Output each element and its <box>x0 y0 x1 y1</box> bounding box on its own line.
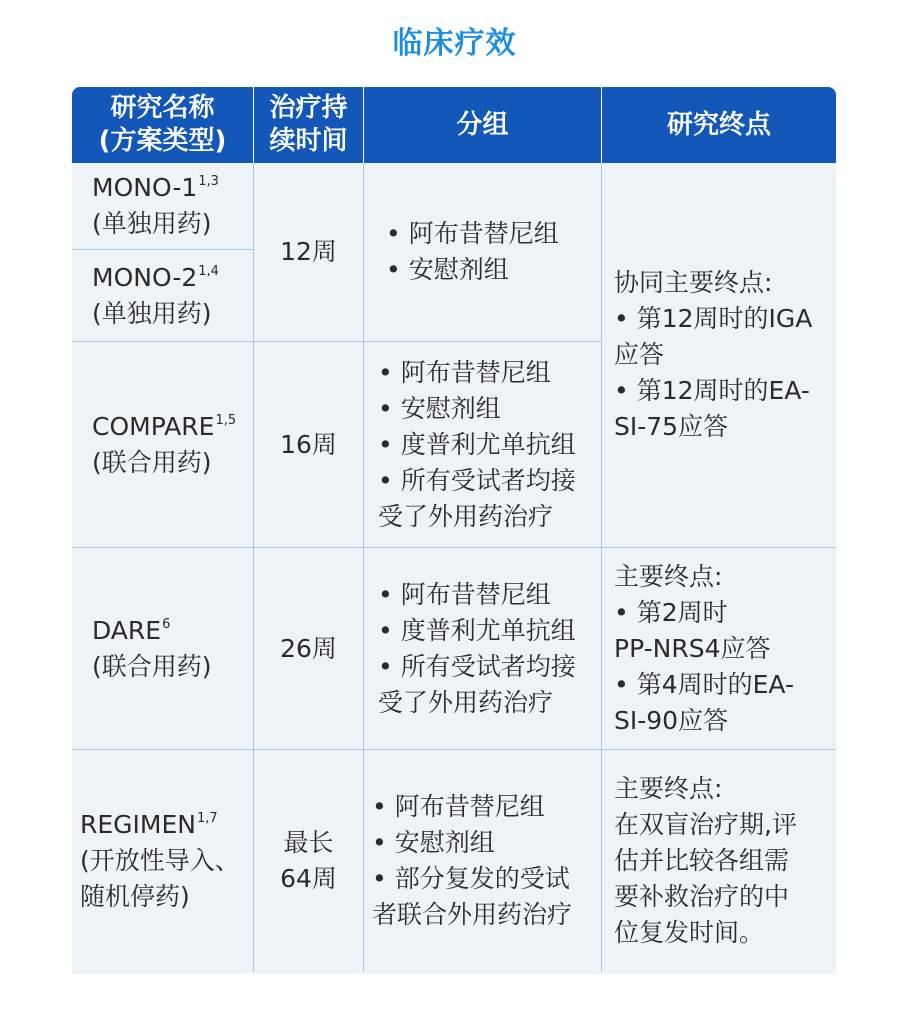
clinical-efficacy-table <box>72 87 836 974</box>
endpoint-item-continued: SI-90应答 <box>614 705 729 735</box>
reference-superscript: 1,7 <box>196 811 218 826</box>
duration-value: 26周 <box>280 633 337 663</box>
group-item: • 部分复发的受试 <box>372 861 570 897</box>
duration-regimen <box>254 750 364 972</box>
reference-superscript: 1,4 <box>198 263 219 279</box>
study-type: (开放性导入、 <box>80 846 240 875</box>
study-name-dare <box>72 548 254 750</box>
duration-value: 12周 <box>280 237 337 266</box>
endpoint-item-continued: 应答 <box>614 340 665 369</box>
endpoint-item-continued: SI-75应答 <box>614 412 729 441</box>
group-item: • 安慰剂组 <box>386 252 509 288</box>
header-study-name-line2: (方案类型) <box>98 126 227 156</box>
endpoint-heading: 协同主要终点: <box>614 268 773 297</box>
endpoint-text: 估并比较各组需 <box>614 846 790 875</box>
study-title: COMPARE$^{1,5}$ <box>92 411 237 441</box>
endpoint-heading: 主要终点: <box>614 774 723 803</box>
header-endpoint-label: 研究终点 <box>666 109 771 140</box>
reference-superscript: 1,3 <box>198 174 219 189</box>
group-item: • 阿布昔替尼组 <box>378 577 551 613</box>
endpoint-co-primary <box>602 163 836 548</box>
groups-mono <box>364 163 602 342</box>
study-title: REGIMEN$^{1,7}$ <box>80 810 218 839</box>
header-duration <box>254 87 364 163</box>
endpoint-heading: 主要终点: <box>614 561 723 591</box>
study-title: MONO-1$^{1,3}$ <box>92 173 219 202</box>
endpoint-regimen <box>602 750 836 972</box>
group-item: • 安慰剂组 <box>378 391 501 427</box>
study-title: MONO-2$^{1,4}$ <box>92 262 219 292</box>
study-type: (联合用药) <box>92 651 212 681</box>
study-name-compare <box>72 342 254 548</box>
group-item-continued: 受了外用药治疗 <box>378 501 554 531</box>
study-name-mono1 <box>72 163 254 250</box>
group-item: • 度普利尤单抗组 <box>378 613 576 649</box>
groups-regimen <box>364 750 602 972</box>
group-item: • 阿布昔替尼组 <box>386 216 559 252</box>
groups-compare <box>364 342 602 548</box>
duration-value-continued: 64周 <box>280 864 337 893</box>
group-item: • 度普利尤单抗组 <box>378 427 576 463</box>
group-item: • 所有受试者均接 <box>378 649 576 685</box>
group-item: • 所有受试者均接 <box>378 463 576 499</box>
study-type-continued: 随机停药) <box>80 882 190 911</box>
duration-dare <box>254 548 364 750</box>
groups-dare <box>364 548 602 750</box>
endpoint-text: 要补救治疗的中 <box>614 882 790 911</box>
header-duration-line2: 续时间 <box>269 126 348 156</box>
endpoint-item: • 第12周时的EA- <box>614 373 810 409</box>
study-title: DARE$^6$ <box>92 615 171 645</box>
endpoint-item-continued: PP-NRS4应答 <box>614 633 771 663</box>
group-item: • 安慰剂组 <box>372 825 495 861</box>
endpoint-item: • 第12周时的IGA <box>614 301 812 337</box>
duration-value: 最长 <box>283 828 334 857</box>
group-item: • 阿布昔替尼组 <box>372 789 545 825</box>
reference-superscript: 1,5 <box>215 412 237 428</box>
header-group-label: 分组 <box>456 109 509 140</box>
study-type: (单独用药) <box>92 298 212 328</box>
duration-mono <box>254 163 364 342</box>
header-study-name-line1: 研究名称 <box>110 93 215 123</box>
header-study-name <box>72 87 254 163</box>
group-item-continued: 者联合外用药治疗 <box>372 900 573 929</box>
endpoint-item: • 第4周时的EA- <box>614 667 794 703</box>
study-type: (联合用药) <box>92 447 212 477</box>
study-type: (单独用药) <box>92 209 212 238</box>
study-name-mono2 <box>72 250 254 342</box>
endpoint-text: 在双盲治疗期,评 <box>614 810 797 839</box>
header-duration-line1: 治疗持 <box>269 93 348 123</box>
header-endpoint <box>602 87 836 163</box>
duration-compare <box>254 342 364 548</box>
duration-value: 16周 <box>280 429 337 459</box>
study-name-regimen <box>72 750 254 972</box>
reference-superscript: 6 <box>162 616 171 632</box>
endpoint-dare <box>602 548 836 750</box>
endpoint-text: 位复发时间。 <box>614 918 765 947</box>
header-group <box>364 87 602 163</box>
group-item-continued: 受了外用药治疗 <box>378 687 554 717</box>
page-title: 临床疗效 <box>392 26 517 61</box>
endpoint-item: • 第2周时 <box>614 595 728 631</box>
group-item: • 阿布昔替尼组 <box>378 355 551 391</box>
